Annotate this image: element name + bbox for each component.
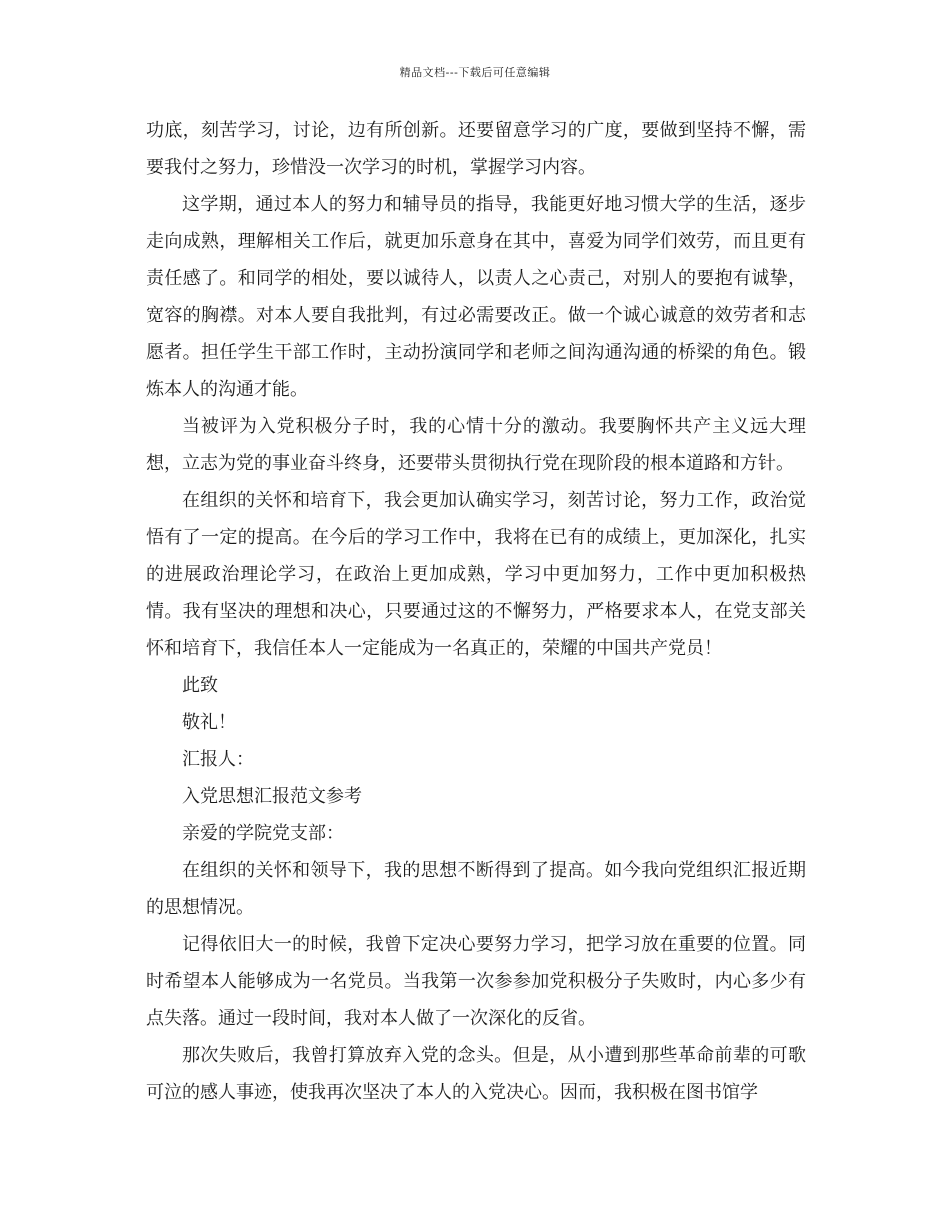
reporter-label: 汇报人：	[182, 749, 254, 770]
paragraph: 在组织的关怀和培育下，我会更加认确实学习，刻苦讨论，努力工作，政治觉悟有了一定的提高。在今后的学习工作中，我将在已有的成绩上，更加深化，扎实的进展政治理论学习，在政治上更加成熟，学习中更加努力，工作中更加积极热情。我有坚决的理想和决心，只要通过这的不懈努力，严格要求本人，在党支部关怀和培育下，我信任本人一定能成为一名真正的，荣耀的中国共产党员！	[146, 490, 806, 659]
paragraph: 功底，刻苦学习，讨论，边有所创新。还要留意学习的广度，要做到坚持不懈，需要我付之努力，珍惜没一次学习的时机，掌握学习内容。	[146, 120, 806, 178]
page-header: 精品文档---下载后可任意编辑	[399, 66, 551, 79]
paragraph: 那次失败后，我曾打算放弃入党的念头。但是，从小遭到那些革命前辈的可歌可泣的感人事迹，使我再次坚决了本人的入党决心。因而，我积极在图书馆学	[146, 1045, 806, 1103]
paragraph: 记得依旧大一的时候，我曾下定决心要努力学习，把学习放在重要的位置。同时希望本人能够成为一名党员。当我第一次参参加党积极分子失败时，内心多少有点失落。通过一段时间，我对本人做了一次深化的反省。	[146, 934, 806, 1029]
paragraph: 这学期，通过本人的努力和辅导员的指导，我能更好地习惯大学的生活，逐步走向成熟，理解相关工作后，就更加乐意身在其中，喜爱为同学们效劳，而且更有责任感了。和同学的相处，要以诚待人，以责人之心责己，对别人的要抱有诚挚，宽容的胸襟。对本人要自我批判，有过必需要改正。做一个诚心诚意的效劳者和志愿者。担任学生干部工作时，主动扮演同学和老师之间沟通沟通的桥梁的角色。锻炼本人的沟通才能。	[146, 194, 806, 400]
closing-salutation: 此致	[182, 675, 218, 696]
greeting: 亲爱的学院党支部：	[182, 823, 344, 844]
closing-regards: 敬礼！	[182, 712, 236, 733]
paragraph: 在组织的关怀和领导下，我的思想不断得到了提高。如今我向党组织汇报近期的思想情况。	[146, 860, 806, 918]
section-title: 入党思想汇报范文参考	[182, 786, 362, 807]
paragraph: 当被评为入党积极分子时，我的心情十分的激动。我要胸怀共产主义远大理想，立志为党的事业奋斗终身，还要带头贯彻执行党在现阶段的根本道路和方针。	[146, 416, 806, 474]
document-body	[146, 112, 806, 1111]
